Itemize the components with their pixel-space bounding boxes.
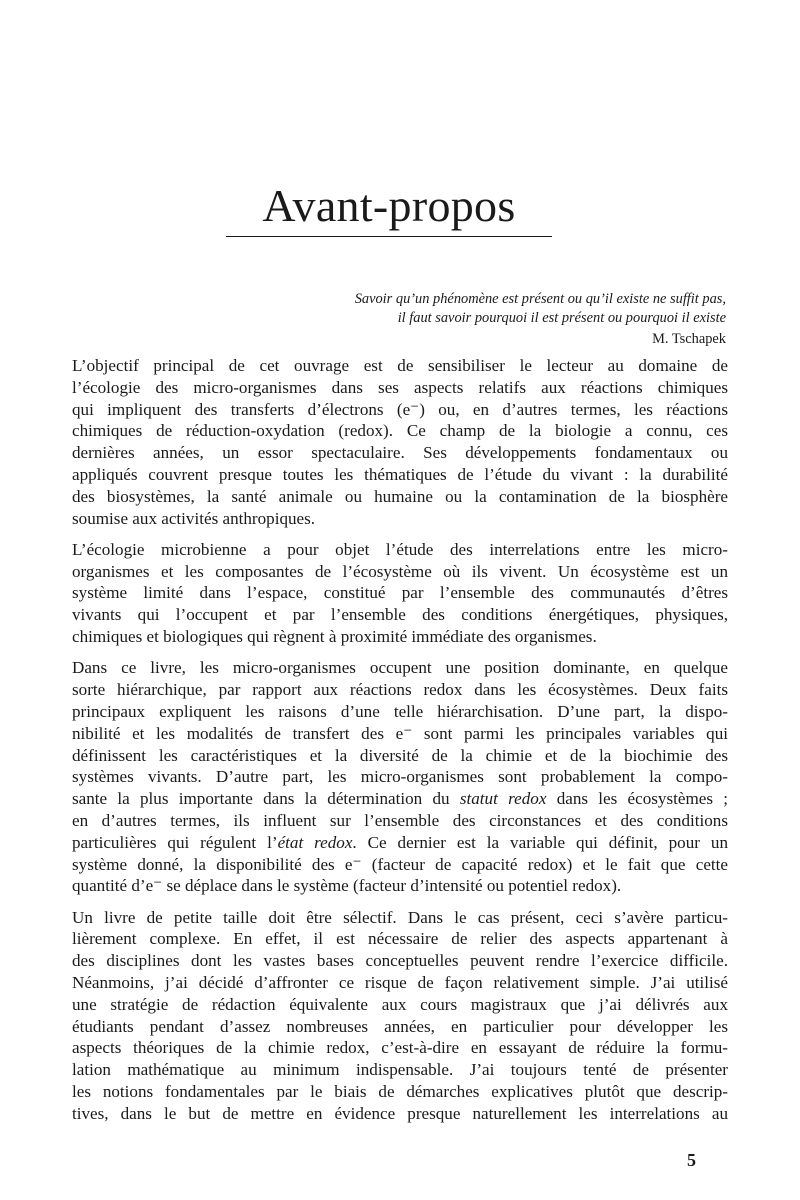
emphasis-statut-redox: statut redox xyxy=(459,789,547,809)
chapter-heading xyxy=(226,178,552,234)
text-line: en d’autres termes, ils influent sur l’ensemble des circonstances et des conditions xyxy=(72,810,728,830)
text-line: une stratégie de rédaction équivalente aux cours magistraux que j’ai délivrés aux xyxy=(72,994,728,1014)
text-line: sorte hiérarchique, par rapport aux réactions redox dans les écosystèmes. Deux faits xyxy=(72,680,728,700)
text-line: qui impliquent des transferts d’électrons (e⁻) ou, en d’autres termes, les réactions xyxy=(72,399,728,419)
text-line: vivants qui l’occupent et par l’ensemble des conditions énergétiques, physiques, xyxy=(72,605,728,625)
text-line: aspects théoriques de la chimie redox, c’est-à-dire en essayant de réduire la formu- xyxy=(72,1038,728,1058)
text-line: Dans ce livre, les micro-organismes occupent une position dominante, en quelque xyxy=(72,658,728,678)
text-line: chimiques et biologiques qui règnent à proximité immédiate des organismes. xyxy=(72,627,597,647)
emphasis-etat-redox: état redox xyxy=(277,832,353,852)
text-line: dernières années, un essor spectaculaire. Ses développements fondamentaux ou xyxy=(72,443,728,463)
text-line-with-emphasis xyxy=(72,832,728,854)
book-page xyxy=(72,0,728,1200)
text-line: lation mathématique au minimum indispensable. J’ai toujours tenté de présenter xyxy=(72,1060,728,1080)
text-line: L’objectif principal de cet ouvrage est de sensibiliser le lecteur au domaine de xyxy=(72,356,728,375)
title-underline-rule xyxy=(226,236,552,237)
text-segment: particulières qui régulent l’ xyxy=(72,832,278,852)
paragraph-4 xyxy=(72,907,728,1125)
text-segment: sante la plus importante dans la détermination du xyxy=(72,789,460,809)
text-line: organismes et les composantes de l’écosystème où ils vivent. Un écosystème est un xyxy=(72,561,728,581)
text-line: système limité dans l’espace, constitué par l’ensemble des communautés d’êtres xyxy=(72,583,728,603)
epigraph-line: il faut savoir pourquoi il est présent ou pourquoi il existe xyxy=(397,310,726,326)
epigraph-quote xyxy=(355,290,726,328)
epigraph-line: Savoir qu’un phénomène est présent ou qu’il existe ne suffit pas, xyxy=(354,291,726,307)
text-line: des biosystèmes, la santé animale ou humaine ou la contamination de la biosphère xyxy=(72,486,728,506)
paragraph-2 xyxy=(72,539,728,648)
text-segment: dans les écosystèmes ; xyxy=(546,789,729,809)
text-line: quantité d’e⁻ se déplace dans le système (facteur d’intensité ou potentiel redox). xyxy=(72,876,622,896)
text-line: systèmes vivants. D’autre part, les micro-organismes sont probablement la compo- xyxy=(72,767,728,787)
text-line: l’écologie des micro-organismes dans ses aspects relatifs aux réactions chimiques xyxy=(72,377,728,397)
text-line: des disciplines dont les vastes bases conceptuelles peuvent rendre l’exercice difficile. xyxy=(72,951,728,971)
text-line: Un livre de petite taille doit être sélectif. Dans le cas présent, ceci s’avère particu- xyxy=(72,907,728,927)
epigraph-author: M. Tschapek xyxy=(652,331,726,347)
text-line: principaux expliquent les raisons d’une telle hiérarchisation. D’une part, la dispo- xyxy=(72,701,728,721)
text-line: nibilité et les modalités de transfert des e⁻ sont parmi les principales variables qui xyxy=(72,723,728,743)
text-line: système donné, la disponibilité des e⁻ (facteur de capacité redox) et le fait que cette xyxy=(72,854,728,874)
text-line: tives, dans le but de mettre en évidence presque naturellement les interrelations au xyxy=(72,1103,728,1123)
text-line: lièrement complexe. En effet, il est nécessaire de relier des aspects appartenant à xyxy=(72,929,728,949)
text-line: étudiants pendant d’assez nombreuses années, en particulier pour développer les xyxy=(72,1016,728,1036)
text-line: les notions fondamentales par le biais de démarches explicatives plutôt que descrip- xyxy=(72,1082,728,1101)
page-title: Avant-propos xyxy=(262,180,516,231)
text-segment: . Ce dernier est la variable qui définit, pour un xyxy=(352,832,728,852)
page-number: 5 xyxy=(687,1150,696,1170)
text-line: définissent les caractéristiques et la diversité de la chimie et de la biochimie des xyxy=(72,745,728,765)
body-text xyxy=(72,355,728,1134)
text-line: L’écologie microbienne a pour objet l’étude des interrelations entre les micro- xyxy=(72,539,728,559)
text-line: Néanmoins, j’ai décidé d’affronter ce risque de façon relativement simple. J’ai utilisé xyxy=(72,973,728,993)
paragraph-3 xyxy=(72,657,728,897)
text-line: soumise aux activités anthropiques. xyxy=(72,508,316,528)
text-line: chimiques de réduction-oxydation (redox). Ce champ de la biologie a connu, ces xyxy=(72,421,728,441)
text-line-with-emphasis xyxy=(72,788,728,810)
text-line: appliqués couvrent presque toutes les thématiques de l’étude du vivant : la durabilité xyxy=(72,464,728,484)
paragraph-1 xyxy=(72,355,728,529)
